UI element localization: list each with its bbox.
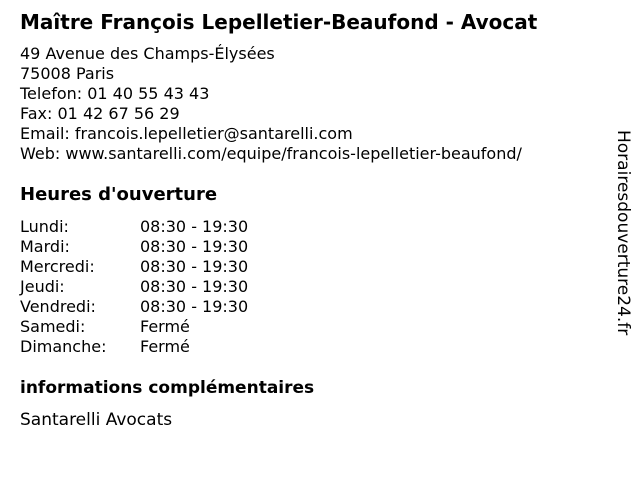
hours-day: Jeudi: — [20, 276, 65, 296]
opening-hours-table — [20, 217, 620, 357]
opening-hours-heading: Heures d'ouverture — [20, 184, 218, 205]
contact-block — [20, 44, 620, 164]
hours-time: Fermé — [140, 336, 190, 356]
hours-time: 08:30 - 19:30 — [140, 236, 249, 256]
hours-day: Vendredi: — [20, 296, 96, 316]
fax-line — [20, 104, 620, 124]
hours-day: Dimanche: — [20, 336, 107, 356]
hours-day: Lundi: — [20, 216, 69, 236]
hours-time: 08:30 - 19:30 — [140, 256, 249, 276]
address-street: 49 Avenue des Champs-Élysées — [20, 44, 275, 63]
web-label: Web: — [20, 144, 61, 163]
page-title: Maître François Lepelletier-Beaufond - Avocat — [20, 10, 538, 34]
additional-info-heading: informations complémentaires — [20, 377, 315, 398]
fax-value: 01 42 67 56 29 — [57, 104, 180, 123]
hours-time: 08:30 - 19:30 — [140, 296, 249, 316]
phone-line — [20, 84, 620, 104]
hours-day: Mardi: — [20, 236, 70, 256]
hours-time: 08:30 - 19:30 — [140, 216, 249, 236]
additional-info-text: Santarelli Avocats — [20, 409, 173, 430]
brand-vertical-text: Horairesdouverture24.fr — [613, 130, 633, 336]
hours-time: Fermé — [140, 316, 190, 336]
hours-day: Samedi: — [20, 316, 86, 336]
email-line — [20, 124, 620, 144]
fax-label: Fax: — [20, 104, 53, 123]
phone-value: 01 40 55 43 43 — [87, 84, 210, 103]
phone-label: Telefon: — [20, 84, 83, 103]
email-label: Email: — [20, 124, 70, 143]
hours-day: Mercredi: — [20, 256, 95, 276]
address-city: 75008 Paris — [20, 64, 115, 83]
email-value: francois.lepelletier@santarelli.com — [74, 124, 353, 143]
web-value: www.santarelli.com/equipe/francois-lepelletier-beaufond/ — [65, 144, 522, 163]
web-line — [20, 144, 620, 164]
hours-time: 08:30 - 19:30 — [140, 276, 249, 296]
